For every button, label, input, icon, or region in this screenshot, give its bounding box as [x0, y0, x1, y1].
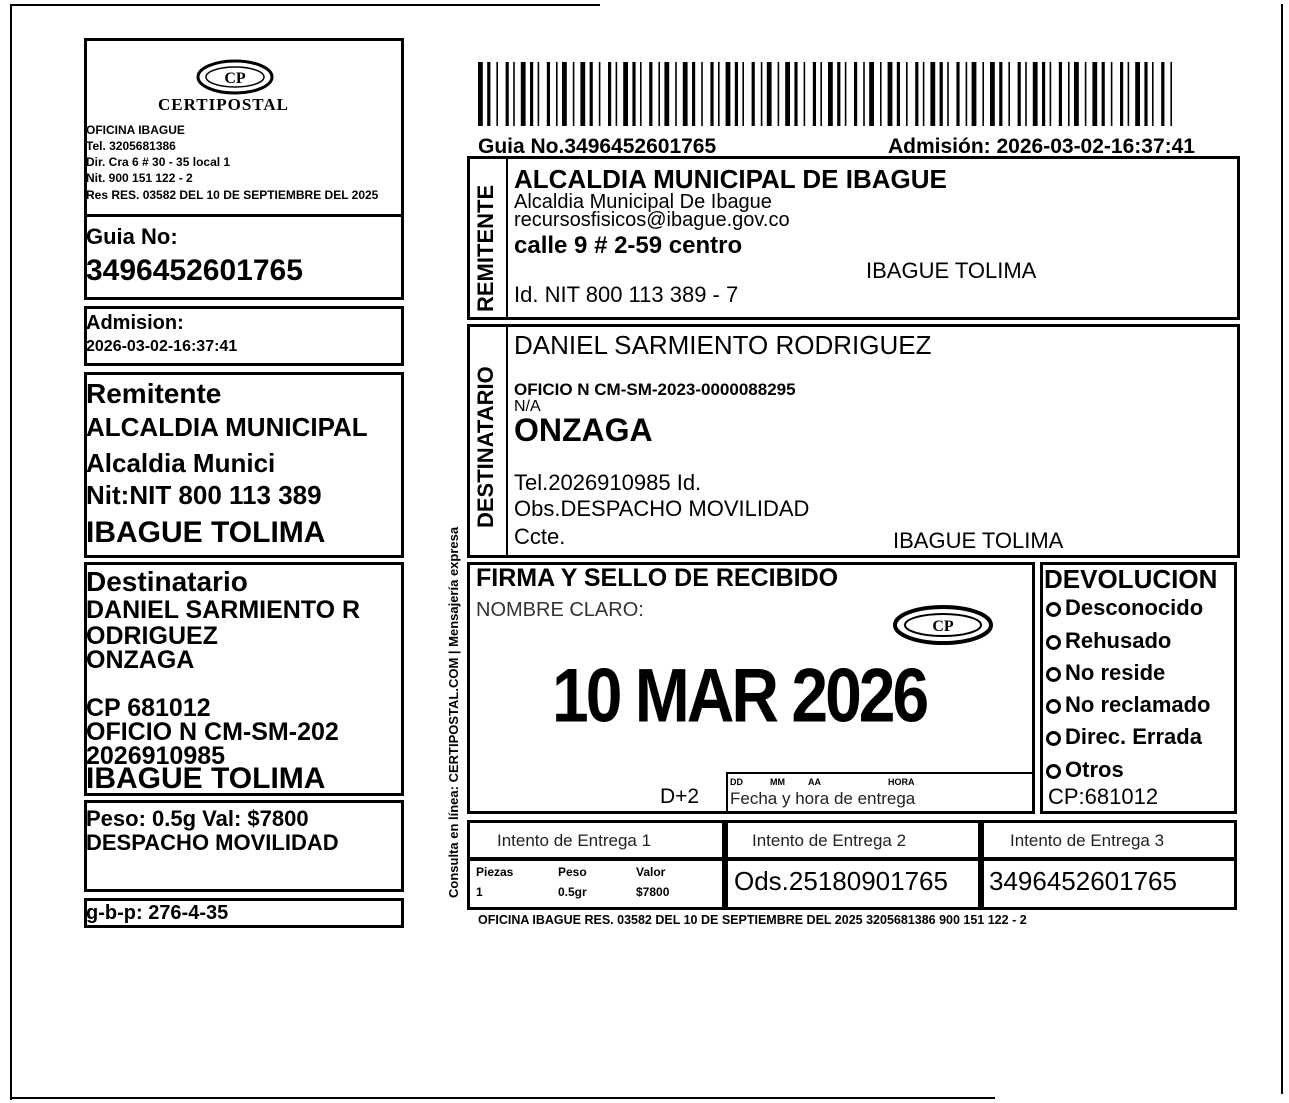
office-name: OFICINA IBAGUE — [86, 123, 185, 137]
barcode-bar — [828, 62, 833, 126]
left-dest-line2: ODRIGUEZ — [86, 622, 218, 650]
barcode-bar — [947, 62, 949, 126]
left-obs: DESPACHO MOVILIDAD — [86, 830, 339, 855]
barcode-bar — [1111, 62, 1113, 126]
destinatario-name: DANIEL SARMIENTO RODRIGUEZ — [514, 330, 932, 360]
intento-1-label: Intento de Entrega 1 — [497, 831, 652, 850]
header-guia: Guia No.3496452601765 — [478, 135, 717, 158]
barcode-bar — [863, 62, 865, 126]
barcode-bar — [742, 62, 744, 126]
barcode-bar — [1152, 62, 1154, 126]
barcode-bar — [675, 62, 677, 126]
barcode-bar — [506, 62, 509, 126]
barcode-bar — [735, 62, 738, 126]
barcode-bar — [573, 62, 575, 126]
left-dest-city: IBAGUE TOLIMA — [86, 762, 326, 795]
barcode-bar — [487, 62, 490, 126]
destinatario-ccte: Ccte. — [514, 524, 566, 549]
barcode-bar — [869, 62, 874, 126]
barcode-bar — [478, 62, 483, 126]
left-remitente-line2: Alcaldia Munici — [86, 448, 276, 478]
barcode-bar — [1068, 62, 1070, 126]
barcode-bar — [580, 62, 585, 126]
barcode-bar — [897, 62, 900, 126]
left-remitente-line4: IBAGUE TOLIMA — [86, 516, 326, 549]
destinatario-oficio: OFICIO N CM-SM-2023-0000088295 — [514, 380, 796, 399]
devolucion-option-label: Desconocido — [1065, 595, 1204, 620]
office-nit: Nit. 900 151 122 - 2 — [86, 171, 193, 185]
barcode-bar — [556, 62, 558, 126]
radio-icon[interactable] — [1046, 635, 1061, 650]
fecha-hora: HORA — [888, 777, 915, 787]
destinatario-tel: Tel.2026910985 Id. — [514, 470, 702, 495]
radio-icon[interactable] — [1046, 731, 1061, 746]
devolucion-cp: CP:681012 — [1048, 784, 1159, 809]
barcode-bar — [1050, 62, 1052, 126]
devolucion-option[interactable] — [1046, 597, 1203, 619]
radio-icon[interactable] — [1046, 699, 1061, 714]
radio-icon[interactable] — [1046, 667, 1061, 682]
barcode-bar — [761, 62, 763, 126]
barcode-bar — [906, 62, 908, 126]
office-tel: Tel. 3205681386 — [86, 139, 176, 153]
certipostal-logo — [150, 58, 320, 128]
page-border-left — [10, 4, 12, 1100]
radio-icon[interactable] — [1046, 764, 1061, 779]
remitente-id: Id. NIT 800 113 389 - 7 — [514, 282, 739, 307]
barcode-bar — [562, 62, 567, 126]
barcode-bar — [1042, 62, 1045, 126]
barcode-bar — [1170, 62, 1172, 126]
fecha-aa: AA — [808, 777, 821, 787]
barcode-bar — [616, 62, 618, 126]
barcode-bar — [608, 62, 611, 126]
barcode-bar — [820, 62, 822, 126]
barcode-bar — [726, 62, 731, 126]
radio-icon[interactable] — [1046, 602, 1061, 617]
piezas-label: Piezas — [476, 865, 514, 879]
left-remitente-line3: Nit:NIT 800 113 389 — [86, 480, 322, 510]
peso-value: 0.5gr — [558, 885, 587, 899]
office-resolution: Res RES. 03582 DEL 10 DE SEPTIEMBRE DEL 2025 — [86, 188, 379, 202]
left-dest-oficio: OFICIO N CM-SM-202 — [86, 718, 339, 746]
barcode-bar — [1025, 62, 1027, 126]
left-admision-label: Admision: — [86, 312, 184, 334]
devolucion-option[interactable] — [1046, 630, 1171, 652]
left-guia-value: 3496452601765 — [86, 254, 303, 287]
devolucion-option[interactable] — [1046, 694, 1211, 716]
left-peso: Peso: 0.5g Val: $7800 — [86, 806, 309, 831]
barcode-bar — [718, 62, 720, 126]
firma-stamp-logo — [888, 600, 998, 650]
barcode-bar — [640, 62, 642, 126]
barcode-bar — [521, 62, 526, 126]
destinatario-city: IBAGUE TOLIMA — [893, 528, 1064, 553]
barcode-bar — [1074, 62, 1079, 126]
left-guia-label: Guia No: — [86, 224, 178, 249]
devolucion-option[interactable] — [1046, 726, 1202, 748]
destinatario-na: N/A — [514, 398, 541, 415]
barcode-bar — [1102, 62, 1105, 126]
barcode-bar — [496, 62, 498, 126]
remitente-name: ALCALDIA MUNICIPAL DE IBAGUE — [514, 164, 947, 194]
barcode-bar — [701, 62, 703, 126]
page-border-top — [10, 4, 600, 6]
barcode-bar — [692, 62, 695, 126]
barcode-bar — [1033, 62, 1038, 126]
destinatario-vertical-label: DESTINATARIO — [473, 366, 498, 528]
left-gbp: g-b-p: 276-4-35 — [86, 902, 229, 924]
barcode-bar — [1135, 62, 1140, 126]
barcode-bar — [683, 62, 688, 126]
devolucion-option-label: No reclamado — [1065, 692, 1211, 717]
footer-text: OFICINA IBAGUE RES. 03582 DEL 10 DE SEPTIEMBRE DEL 2025 3205681386 900 151 122 - 2 — [478, 913, 1027, 927]
barcode-bar — [854, 62, 857, 126]
left-remitente-label: Remitente — [86, 378, 222, 409]
destinatario-divider — [506, 326, 508, 556]
firma-title: FIRMA Y SELLO DE RECIBIDO — [476, 564, 839, 592]
remitente-address: calle 9 # 2-59 centro — [514, 232, 743, 259]
office-address: Dir. Cra 6 # 30 - 35 local 1 — [86, 155, 231, 169]
remitente-divider — [506, 158, 508, 318]
barcode-bar — [513, 62, 515, 126]
devolucion-option[interactable] — [1046, 662, 1165, 684]
svg-text:CP: CP — [932, 618, 954, 635]
barcode-bar — [940, 62, 943, 126]
barcode-bar — [982, 62, 984, 126]
barcode-bar — [590, 62, 593, 126]
barcode-bar — [1144, 62, 1147, 126]
barcode-bar — [930, 62, 935, 126]
barcode-bar — [547, 62, 550, 126]
barcode-bar — [632, 62, 635, 126]
devolucion-title: DEVOLUCION — [1044, 564, 1218, 594]
barcode-bar — [623, 62, 628, 126]
barcode-bar — [845, 62, 847, 126]
barcode-bar — [915, 62, 918, 126]
remitente-email: recursosfisicos@ibague.gov.co — [514, 209, 790, 231]
barcode-bar — [990, 62, 995, 126]
fecha-entrega-label: Fecha y hora de entrega — [730, 789, 916, 808]
barcode-bar — [804, 62, 806, 126]
valor-value: $7800 — [636, 885, 670, 899]
destinatario-obs: Obs.DESPACHO MOVILIDAD — [514, 496, 810, 521]
remitente-city: IBAGUE TOLIMA — [866, 258, 1037, 283]
left-admision-value: 2026-03-02-16:37:41 — [86, 338, 238, 355]
barcode-bar — [599, 62, 601, 126]
barcode — [478, 62, 1174, 126]
barcode-bar — [538, 62, 540, 126]
left-dest-line3: ONZAGA — [86, 646, 195, 674]
barcode-bar — [999, 62, 1002, 126]
logo-wordmark: CERTIPOSTAL — [158, 95, 290, 114]
barcode-bar — [1085, 62, 1087, 126]
firma-d2: D+2 — [660, 785, 700, 808]
barcode-bar — [530, 62, 533, 126]
destinatario-place: ONZAGA — [514, 412, 653, 448]
page-border-right — [1281, 4, 1283, 1094]
barcode-bar — [767, 62, 772, 126]
devolucion-option[interactable] — [1046, 759, 1124, 781]
barcode-bar — [880, 62, 882, 126]
barcode-bar — [794, 62, 797, 126]
remitente-vertical-label: REMITENTE — [473, 184, 498, 312]
firma-nombre-claro: NOMBRE CLARO: — [476, 599, 644, 621]
barcode-bar — [664, 62, 669, 126]
intento-3-label: Intento de Entrega 3 — [1010, 831, 1165, 850]
barcode-bar — [1059, 62, 1062, 126]
barcode-bar — [778, 62, 780, 126]
peso-label: Peso — [558, 865, 587, 879]
devolucion-option-label: Otros — [1065, 757, 1124, 782]
barcode-bar — [966, 62, 968, 126]
barcode-bar — [752, 62, 755, 126]
valor-label: Valor — [636, 865, 666, 879]
intento-2-label: Intento de Entrega 2 — [752, 831, 907, 850]
bottom-guia-value: 3496452601765 — [989, 866, 1177, 896]
ods-value: Ods.25180901765 — [734, 866, 948, 896]
piezas-value: 1 — [476, 885, 483, 899]
barcode-bar — [837, 62, 840, 126]
date-stamp: 10 MAR 2026 — [552, 652, 927, 738]
barcode-bar — [1161, 62, 1164, 126]
left-remitente-line1: ALCALDIA MUNICIPAL — [86, 412, 368, 442]
barcode-bar — [658, 62, 660, 126]
fecha-mm: MM — [770, 777, 785, 787]
devolucion-option-label: Direc. Errada — [1065, 724, 1202, 749]
fecha-dd: DD — [730, 777, 743, 787]
barcode-bar — [649, 62, 652, 126]
barcode-bar — [1008, 62, 1010, 126]
left-dest-tel: 2026910985 — [86, 742, 226, 770]
remitente-line2: Alcaldia Municipal De Ibague — [514, 191, 772, 213]
barcode-bar — [710, 62, 713, 126]
barcode-bar — [956, 62, 959, 126]
barcode-bar — [888, 62, 893, 126]
devolucion-option-label: No reside — [1065, 660, 1166, 685]
barcode-bar — [1128, 62, 1130, 126]
side-consulta-text: Consulta en línea: CERTIPOSTAL.COM | Mensajería expresa — [446, 526, 461, 898]
left-destinatario-label: Destinatario — [86, 566, 248, 597]
barcode-bar — [1120, 62, 1123, 126]
svg-text:CP: CP — [224, 70, 246, 87]
left-dest-cp: CP 681012 — [86, 694, 211, 722]
barcode-bar — [1018, 62, 1021, 126]
barcode-bar — [923, 62, 925, 126]
barcode-bar — [1092, 62, 1097, 126]
barcode-bar — [813, 62, 816, 126]
left-dest-line1: DANIEL SARMIENTO R — [86, 596, 361, 624]
header-admision: Admisión: 2026-03-02-16:37:41 — [888, 135, 1195, 158]
barcode-bar — [972, 62, 977, 126]
barcode-bar — [785, 62, 790, 126]
page-border-bottom — [10, 1097, 995, 1099]
devolucion-option-label: Rehusado — [1065, 628, 1172, 653]
